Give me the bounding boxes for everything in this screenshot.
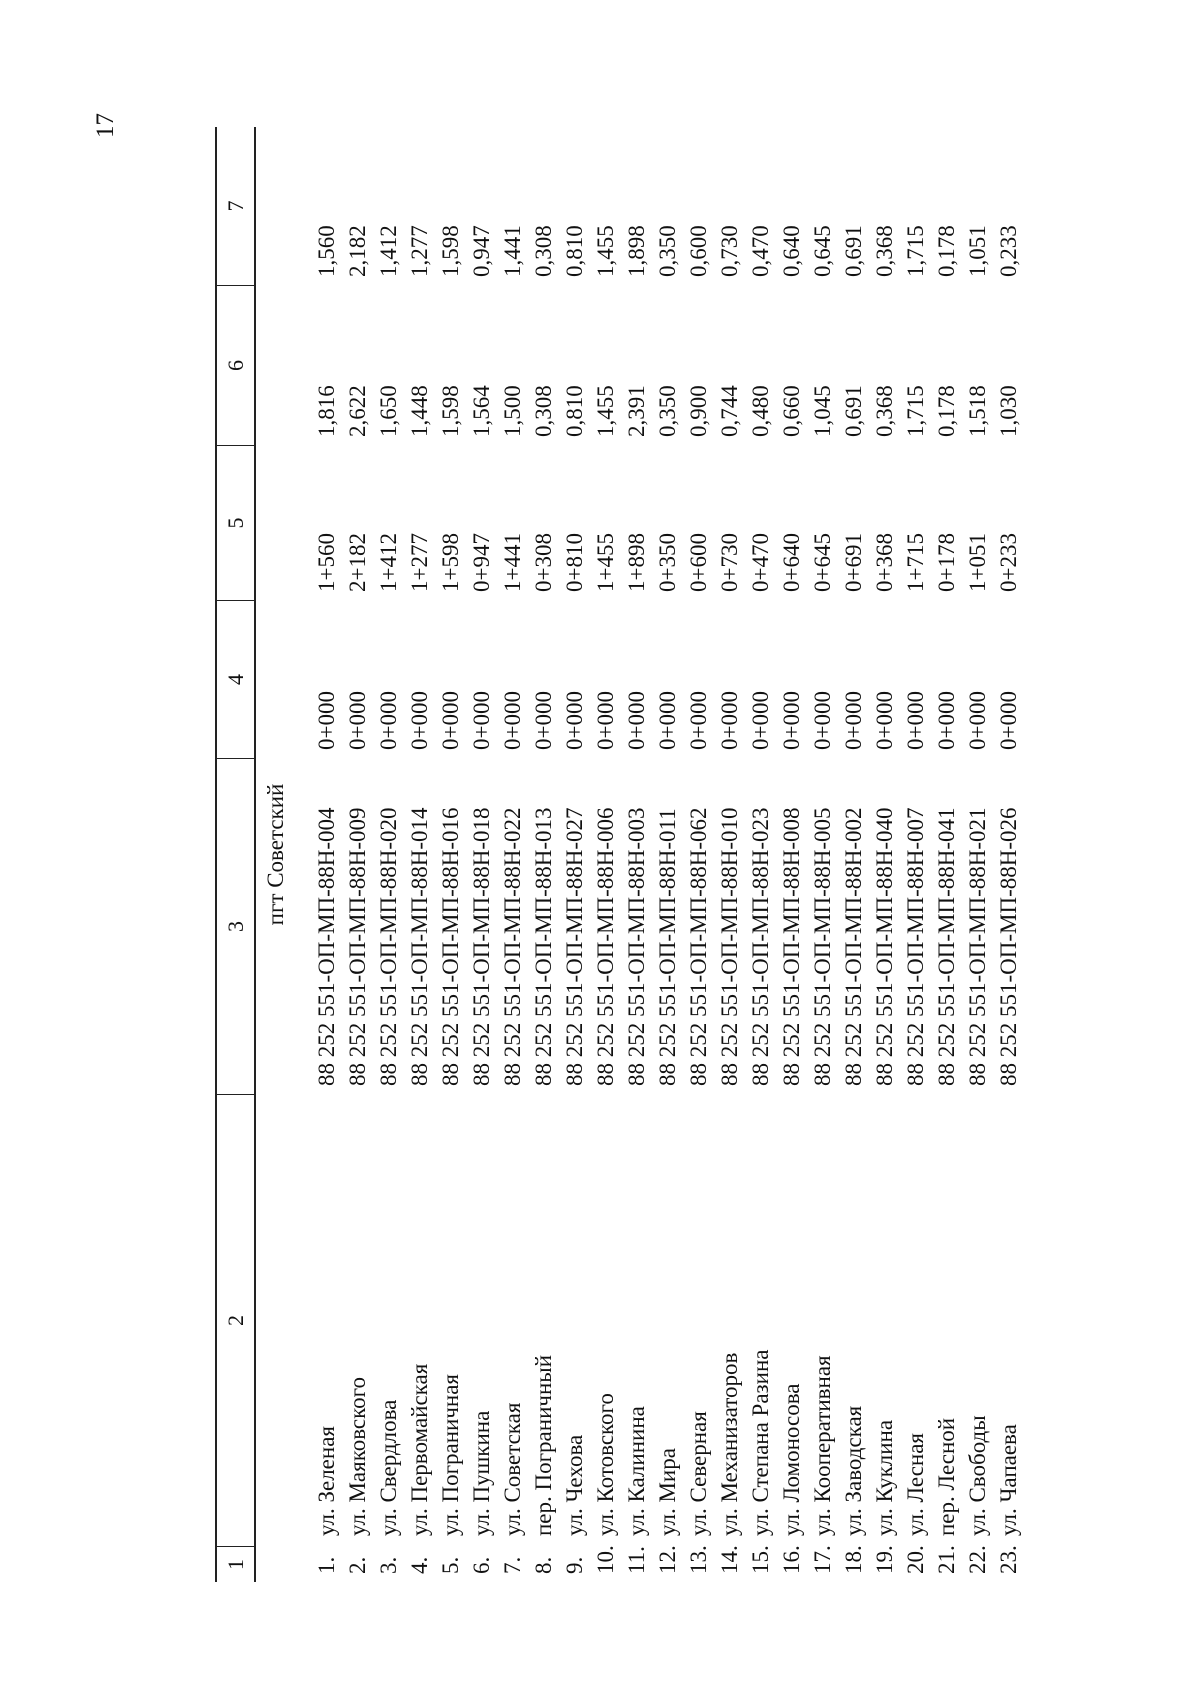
- start-km: 0+000: [717, 691, 742, 750]
- table-row: [900, 127, 931, 1582]
- start-km: 0+000: [655, 691, 680, 750]
- actual-length: 1,051: [965, 225, 990, 277]
- street-name: ул. Свердлова: [376, 1399, 401, 1536]
- length-km: 1,448: [407, 385, 432, 437]
- street-name: ул. Степана Разина: [748, 1349, 773, 1536]
- road-id: 88 252 551-ОП-МП-88Н-011: [655, 808, 680, 1086]
- table-row: [466, 127, 497, 1582]
- table-row: [342, 127, 373, 1582]
- end-km: 1+412: [376, 533, 401, 592]
- row-number: 22.: [965, 1545, 990, 1574]
- row-number: 3.: [376, 1556, 401, 1574]
- street-name: пер. Пограничный: [531, 1354, 556, 1536]
- length-km: 1,598: [438, 385, 463, 437]
- row-number: 6.: [469, 1556, 494, 1574]
- end-km: 1+455: [593, 533, 618, 592]
- road-id: 88 252 551-ОП-МП-88Н-040: [872, 807, 897, 1086]
- road-id: 88 252 551-ОП-МП-88Н-003: [624, 807, 649, 1086]
- start-km: 0+000: [841, 691, 866, 750]
- start-km: 0+000: [593, 691, 618, 750]
- start-km: 0+000: [810, 691, 835, 750]
- actual-length: 1,560: [314, 225, 339, 277]
- actual-length: 0,178: [934, 225, 959, 277]
- start-km: 0+000: [996, 691, 1021, 750]
- length-km: 1,030: [996, 385, 1021, 437]
- table-row: [838, 127, 869, 1582]
- table-row: [683, 127, 714, 1582]
- length-km: 0,178: [934, 385, 959, 437]
- start-km: 0+000: [965, 691, 990, 750]
- end-km: 0+368: [872, 533, 897, 592]
- header-col-6: 6: [217, 285, 254, 445]
- actual-length: 1,412: [376, 225, 401, 277]
- street-name: ул. Пограничная: [438, 1374, 463, 1536]
- start-km: 0+000: [624, 691, 649, 750]
- start-km: 0+000: [376, 691, 401, 750]
- row-number: 12.: [655, 1545, 680, 1574]
- actual-length: 1,598: [438, 225, 463, 277]
- end-km: 2+182: [345, 533, 370, 592]
- row-number: 18.: [841, 1545, 866, 1574]
- road-id: 88 252 551-ОП-МП-88Н-022: [500, 807, 525, 1086]
- road-id: 88 252 551-ОП-МП-88Н-014: [407, 807, 432, 1086]
- end-km: 0+947: [469, 533, 494, 592]
- roads-table: [215, 127, 1095, 1582]
- end-km: 0+600: [686, 533, 711, 592]
- start-km: 0+000: [500, 691, 525, 750]
- end-km: 0+350: [655, 533, 680, 592]
- end-km: 0+308: [531, 533, 556, 592]
- end-km: 1+277: [407, 533, 432, 592]
- start-km: 0+000: [686, 691, 711, 750]
- row-number: 7.: [500, 1556, 525, 1574]
- start-km: 0+000: [469, 691, 494, 750]
- road-id: 88 252 551-ОП-МП-88Н-062: [686, 807, 711, 1086]
- length-km: 1,564: [469, 385, 494, 437]
- start-km: 0+000: [562, 691, 587, 750]
- row-number: 2.: [345, 1556, 370, 1574]
- end-km: 1+598: [438, 533, 463, 592]
- table-row: [807, 127, 838, 1582]
- end-km: 1+715: [903, 533, 928, 592]
- road-id: 88 252 551-ОП-МП-88Н-006: [593, 807, 618, 1086]
- row-number: 4.: [407, 1556, 432, 1574]
- length-km: 1,045: [810, 385, 835, 437]
- length-km: 0,368: [872, 385, 897, 437]
- road-id: 88 252 551-ОП-МП-88Н-005: [810, 807, 835, 1086]
- length-km: 1,455: [593, 385, 618, 437]
- length-km: 2,622: [345, 385, 370, 437]
- end-km: 1+441: [500, 533, 525, 592]
- table-row: [652, 127, 683, 1582]
- header-col-3: 3: [217, 758, 254, 1094]
- start-km: 0+000: [903, 691, 928, 750]
- road-id: 88 252 551-ОП-МП-88Н-016: [438, 807, 463, 1086]
- actual-length: 0,640: [779, 225, 804, 277]
- street-name: ул. Свободы: [965, 1415, 990, 1536]
- actual-length: 0,368: [872, 225, 897, 277]
- table-row: [373, 127, 404, 1582]
- start-km: 0+000: [531, 691, 556, 750]
- length-km: 0,480: [748, 385, 773, 437]
- row-number: 8.: [531, 1556, 556, 1574]
- length-km: 0,900: [686, 385, 711, 437]
- road-id: 88 252 551-ОП-МП-88Н-041: [934, 807, 959, 1086]
- street-name: ул. Лесная: [903, 1433, 928, 1536]
- table-row: [435, 127, 466, 1582]
- table-row: [497, 127, 528, 1582]
- table-body: [311, 127, 1024, 1582]
- actual-length: 0,691: [841, 225, 866, 277]
- table-row: [776, 127, 807, 1582]
- street-name: ул. Калинина: [624, 1406, 649, 1536]
- road-id: 88 252 551-ОП-МП-88Н-004: [314, 807, 339, 1086]
- table-header: [215, 127, 256, 1582]
- length-km: 0,350: [655, 385, 680, 437]
- start-km: 0+000: [438, 691, 463, 750]
- table-row: [590, 127, 621, 1582]
- table-row: [714, 127, 745, 1582]
- road-id: 88 252 551-ОП-МП-88Н-002: [841, 807, 866, 1086]
- length-km: 2,391: [624, 385, 649, 437]
- table-row: [311, 127, 342, 1582]
- length-km: 0,660: [779, 385, 804, 437]
- row-number: 16.: [779, 1545, 804, 1574]
- start-km: 0+000: [748, 691, 773, 750]
- street-name: ул. Кооперативная: [810, 1355, 835, 1536]
- row-number: 1.: [314, 1556, 339, 1574]
- start-km: 0+000: [345, 691, 370, 750]
- road-id: 88 252 551-ОП-МП-88Н-018: [469, 807, 494, 1086]
- table-row: [993, 127, 1024, 1582]
- row-number: 11.: [624, 1546, 649, 1574]
- road-id: 88 252 551-ОП-МП-88Н-013: [531, 807, 556, 1086]
- row-number: 21.: [934, 1545, 959, 1574]
- row-number: 5.: [438, 1556, 463, 1574]
- end-km: 1+051: [965, 533, 990, 592]
- row-number: 19.: [872, 1545, 897, 1574]
- table-row: [404, 127, 435, 1582]
- actual-length: 0,810: [562, 225, 587, 277]
- actual-length: 1,455: [593, 225, 618, 277]
- actual-length: 0,600: [686, 225, 711, 277]
- street-name: ул. Заводская: [841, 1405, 866, 1536]
- end-km: 0+691: [841, 533, 866, 592]
- actual-length: 0,730: [717, 225, 742, 277]
- street-name: ул. Северная: [686, 1411, 711, 1536]
- table-row: [745, 127, 776, 1582]
- road-id: 88 252 551-ОП-МП-88Н-020: [376, 807, 401, 1086]
- header-col-4: 4: [217, 600, 254, 758]
- table-row: [931, 127, 962, 1582]
- road-id: 88 252 551-ОП-МП-88Н-026: [996, 807, 1021, 1086]
- length-km: 1,715: [903, 385, 928, 437]
- end-km: 1+560: [314, 533, 339, 592]
- street-name: пер. Лесной: [934, 1417, 959, 1536]
- actual-length: 1,441: [500, 225, 525, 277]
- street-name: ул. Чехова: [562, 1434, 587, 1536]
- row-number: 17.: [810, 1545, 835, 1574]
- header-col-1: 1: [217, 1546, 254, 1582]
- length-km: 1,816: [314, 385, 339, 437]
- end-km: 0+810: [562, 533, 587, 592]
- street-name: ул. Механизаторов: [717, 1352, 742, 1536]
- table-row: [559, 127, 590, 1582]
- end-km: 0+730: [717, 533, 742, 592]
- length-km: 0,810: [562, 385, 587, 437]
- table-row: [962, 127, 993, 1582]
- end-km: 0+233: [996, 533, 1021, 592]
- table-row: [528, 127, 559, 1582]
- end-km: 0+645: [810, 533, 835, 592]
- street-name: ул. Ломоносова: [779, 1383, 804, 1536]
- actual-length: 0,470: [748, 225, 773, 277]
- road-id: 88 252 551-ОП-МП-88Н-009: [345, 807, 370, 1086]
- end-km: 0+178: [934, 533, 959, 592]
- road-id: 88 252 551-ОП-МП-88Н-007: [903, 807, 928, 1086]
- actual-length: 1,898: [624, 225, 649, 277]
- header-col-7: 7: [223, 200, 248, 212]
- length-km: 1,500: [500, 385, 525, 437]
- start-km: 0+000: [407, 691, 432, 750]
- end-km: 0+640: [779, 533, 804, 592]
- start-km: 0+000: [934, 691, 959, 750]
- actual-length: 0,947: [469, 225, 494, 277]
- row-number: 23.: [996, 1545, 1021, 1574]
- row-number: 20.: [903, 1545, 928, 1574]
- street-name: ул. Куклина: [872, 1419, 897, 1536]
- row-number: 15.: [748, 1545, 773, 1574]
- row-number: 9.: [562, 1556, 587, 1574]
- road-id: 88 252 551-ОП-МП-88Н-008: [779, 807, 804, 1086]
- length-km: 0,691: [841, 385, 866, 437]
- street-name: ул. Зеленая: [314, 1426, 339, 1536]
- street-name: ул. Маяковского: [345, 1376, 370, 1536]
- section-title: пгт Советский: [263, 783, 288, 926]
- street-name: ул. Котовского: [593, 1393, 618, 1536]
- actual-length: 1,715: [903, 225, 928, 277]
- length-km: 0,744: [717, 385, 742, 437]
- header-col-2: 2: [217, 1094, 254, 1546]
- header-col-5: 5: [217, 445, 254, 600]
- actual-length: 0,233: [996, 225, 1021, 277]
- street-name: ул. Пушкина: [469, 1410, 494, 1536]
- road-id: 88 252 551-ОП-МП-88Н-027: [562, 807, 587, 1086]
- actual-length: 0,645: [810, 225, 835, 277]
- road-id: 88 252 551-ОП-МП-88Н-023: [748, 807, 773, 1086]
- street-name: ул. Мира: [655, 1448, 680, 1536]
- end-km: 0+470: [748, 533, 773, 592]
- start-km: 0+000: [872, 691, 897, 750]
- actual-length: 2,182: [345, 225, 370, 277]
- row-number: 10.: [593, 1545, 618, 1574]
- end-km: 1+898: [624, 533, 649, 592]
- actual-length: 0,308: [531, 225, 556, 277]
- row-number: 13.: [686, 1545, 711, 1574]
- length-km: 1,650: [376, 385, 401, 437]
- length-km: 0,308: [531, 385, 556, 437]
- road-id: 88 252 551-ОП-МП-88Н-021: [965, 807, 990, 1086]
- row-number: 14.: [717, 1545, 742, 1574]
- start-km: 0+000: [314, 691, 339, 750]
- table-row: [869, 127, 900, 1582]
- start-km: 0+000: [779, 691, 804, 750]
- table-row: [621, 127, 652, 1582]
- street-name: ул. Советская: [500, 1402, 525, 1536]
- page-number: 17: [92, 113, 119, 138]
- length-km: 1,518: [965, 385, 990, 437]
- street-name: ул. Чапаева: [996, 1424, 1021, 1536]
- actual-length: 0,350: [655, 225, 680, 277]
- street-name: ул. Первомайская: [407, 1363, 432, 1536]
- actual-length: 1,277: [407, 225, 432, 277]
- road-id: 88 252 551-ОП-МП-88Н-010: [717, 807, 742, 1086]
